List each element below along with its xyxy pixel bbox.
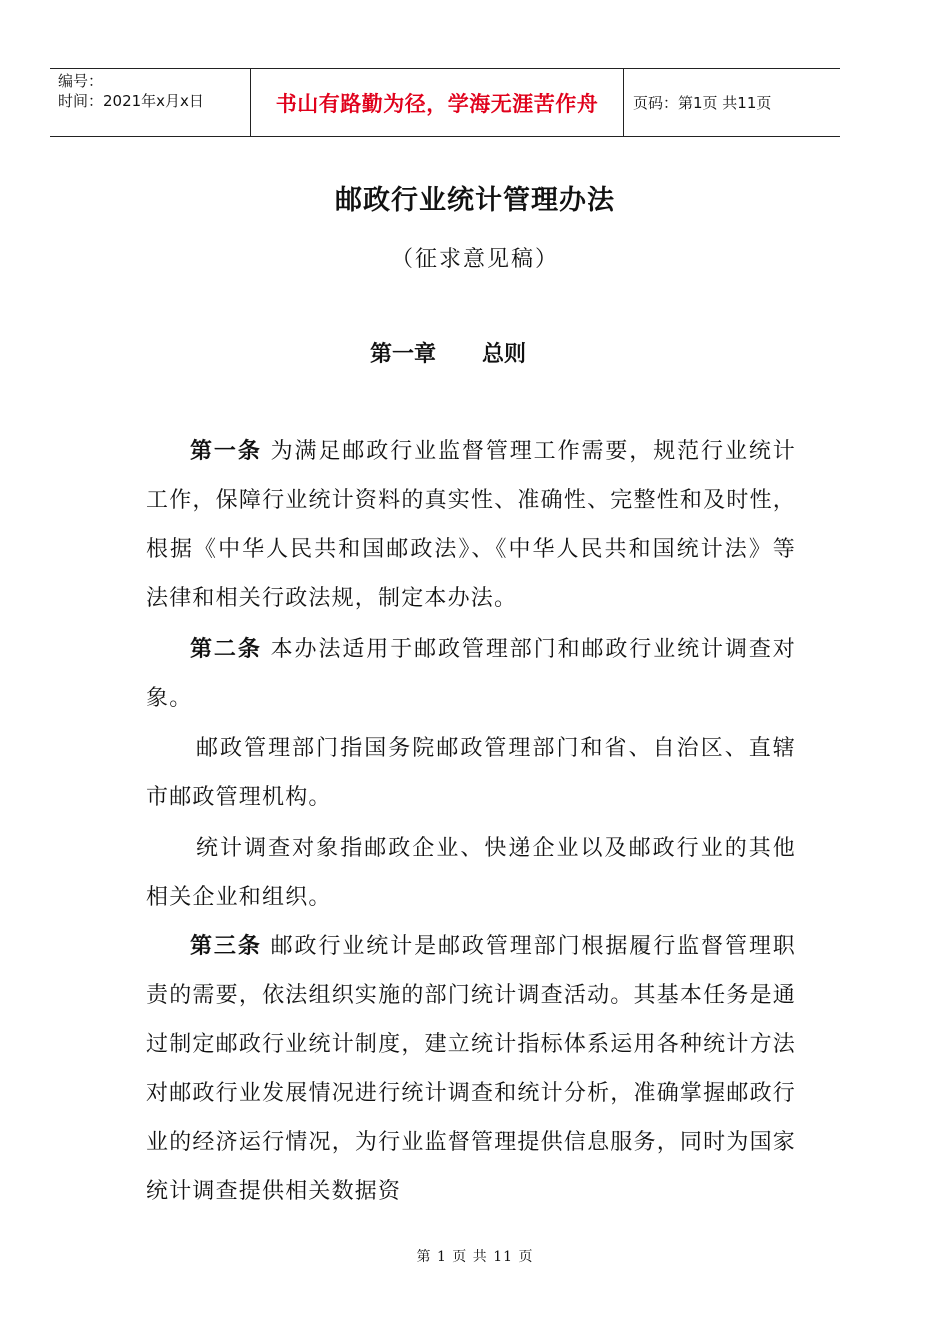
article-label: 第三条 [190,934,262,959]
article-2-paragraph-3 [146,824,796,922]
page-info: 页码：第1页 共11页 [633,94,772,112]
document-title: 邮政行业统计管理办法 [335,185,615,216]
paragraph-text: 邮政管理部门指国务院邮政管理部门和省、自治区、直辖市邮政管理机构。 [146,736,796,810]
document-subtitle: （征求意见稿） [390,247,559,272]
page-header-table [50,68,840,137]
article-label: 第二条 [190,637,262,662]
article-text: 为满足邮政行业监督管理工作需要，规范行业统计工作，保障行业统计资料的真实性、准确性、完整性和及时性，根据《中华人民共和国邮政法》、《中华人民共和国统计法》等法律和相关行政法规，制定本办法。 [146,439,796,611]
page-footer: 第 1 页 共 11 页 [416,1249,534,1265]
header-meta-cell [50,69,251,136]
chapter-heading: 第一章 总则 [370,342,526,367]
paragraph-text: 统计调查对象指邮政企业、快递企业以及邮政行业的其他相关企业和组织。 [146,836,796,910]
code-label: 编号： [58,72,104,90]
article-3 [146,922,796,1222]
article-text: 本办法适用于邮政管理部门和邮政行业统计调查对象。 [146,637,796,711]
header-page-cell [624,69,840,136]
article-1 [146,427,796,623]
header-motto-cell [251,69,624,136]
motto-text: 书山有路勤为径，学海无涯苦作舟 [275,91,599,116]
article-2 [146,625,796,723]
time-label: 时间：2021年x月x日 [58,92,204,110]
article-2-paragraph-2 [146,724,796,822]
article-text: 邮政行业统计是邮政管理部门根据履行监督管理职责的需要，依法组织实施的部门统计调查活动。其基本任务是通过制定邮政行业统计制度，建立统计指标体系运用各种统计方法对邮政行业发展情况进行统计调查和统计分析，准确掌握邮政行业的经济运行情况，为行业监督管理提供信息服务，同时为国家统计调查提供相关数据资 [146,934,796,1204]
article-label: 第一条 [190,439,262,464]
